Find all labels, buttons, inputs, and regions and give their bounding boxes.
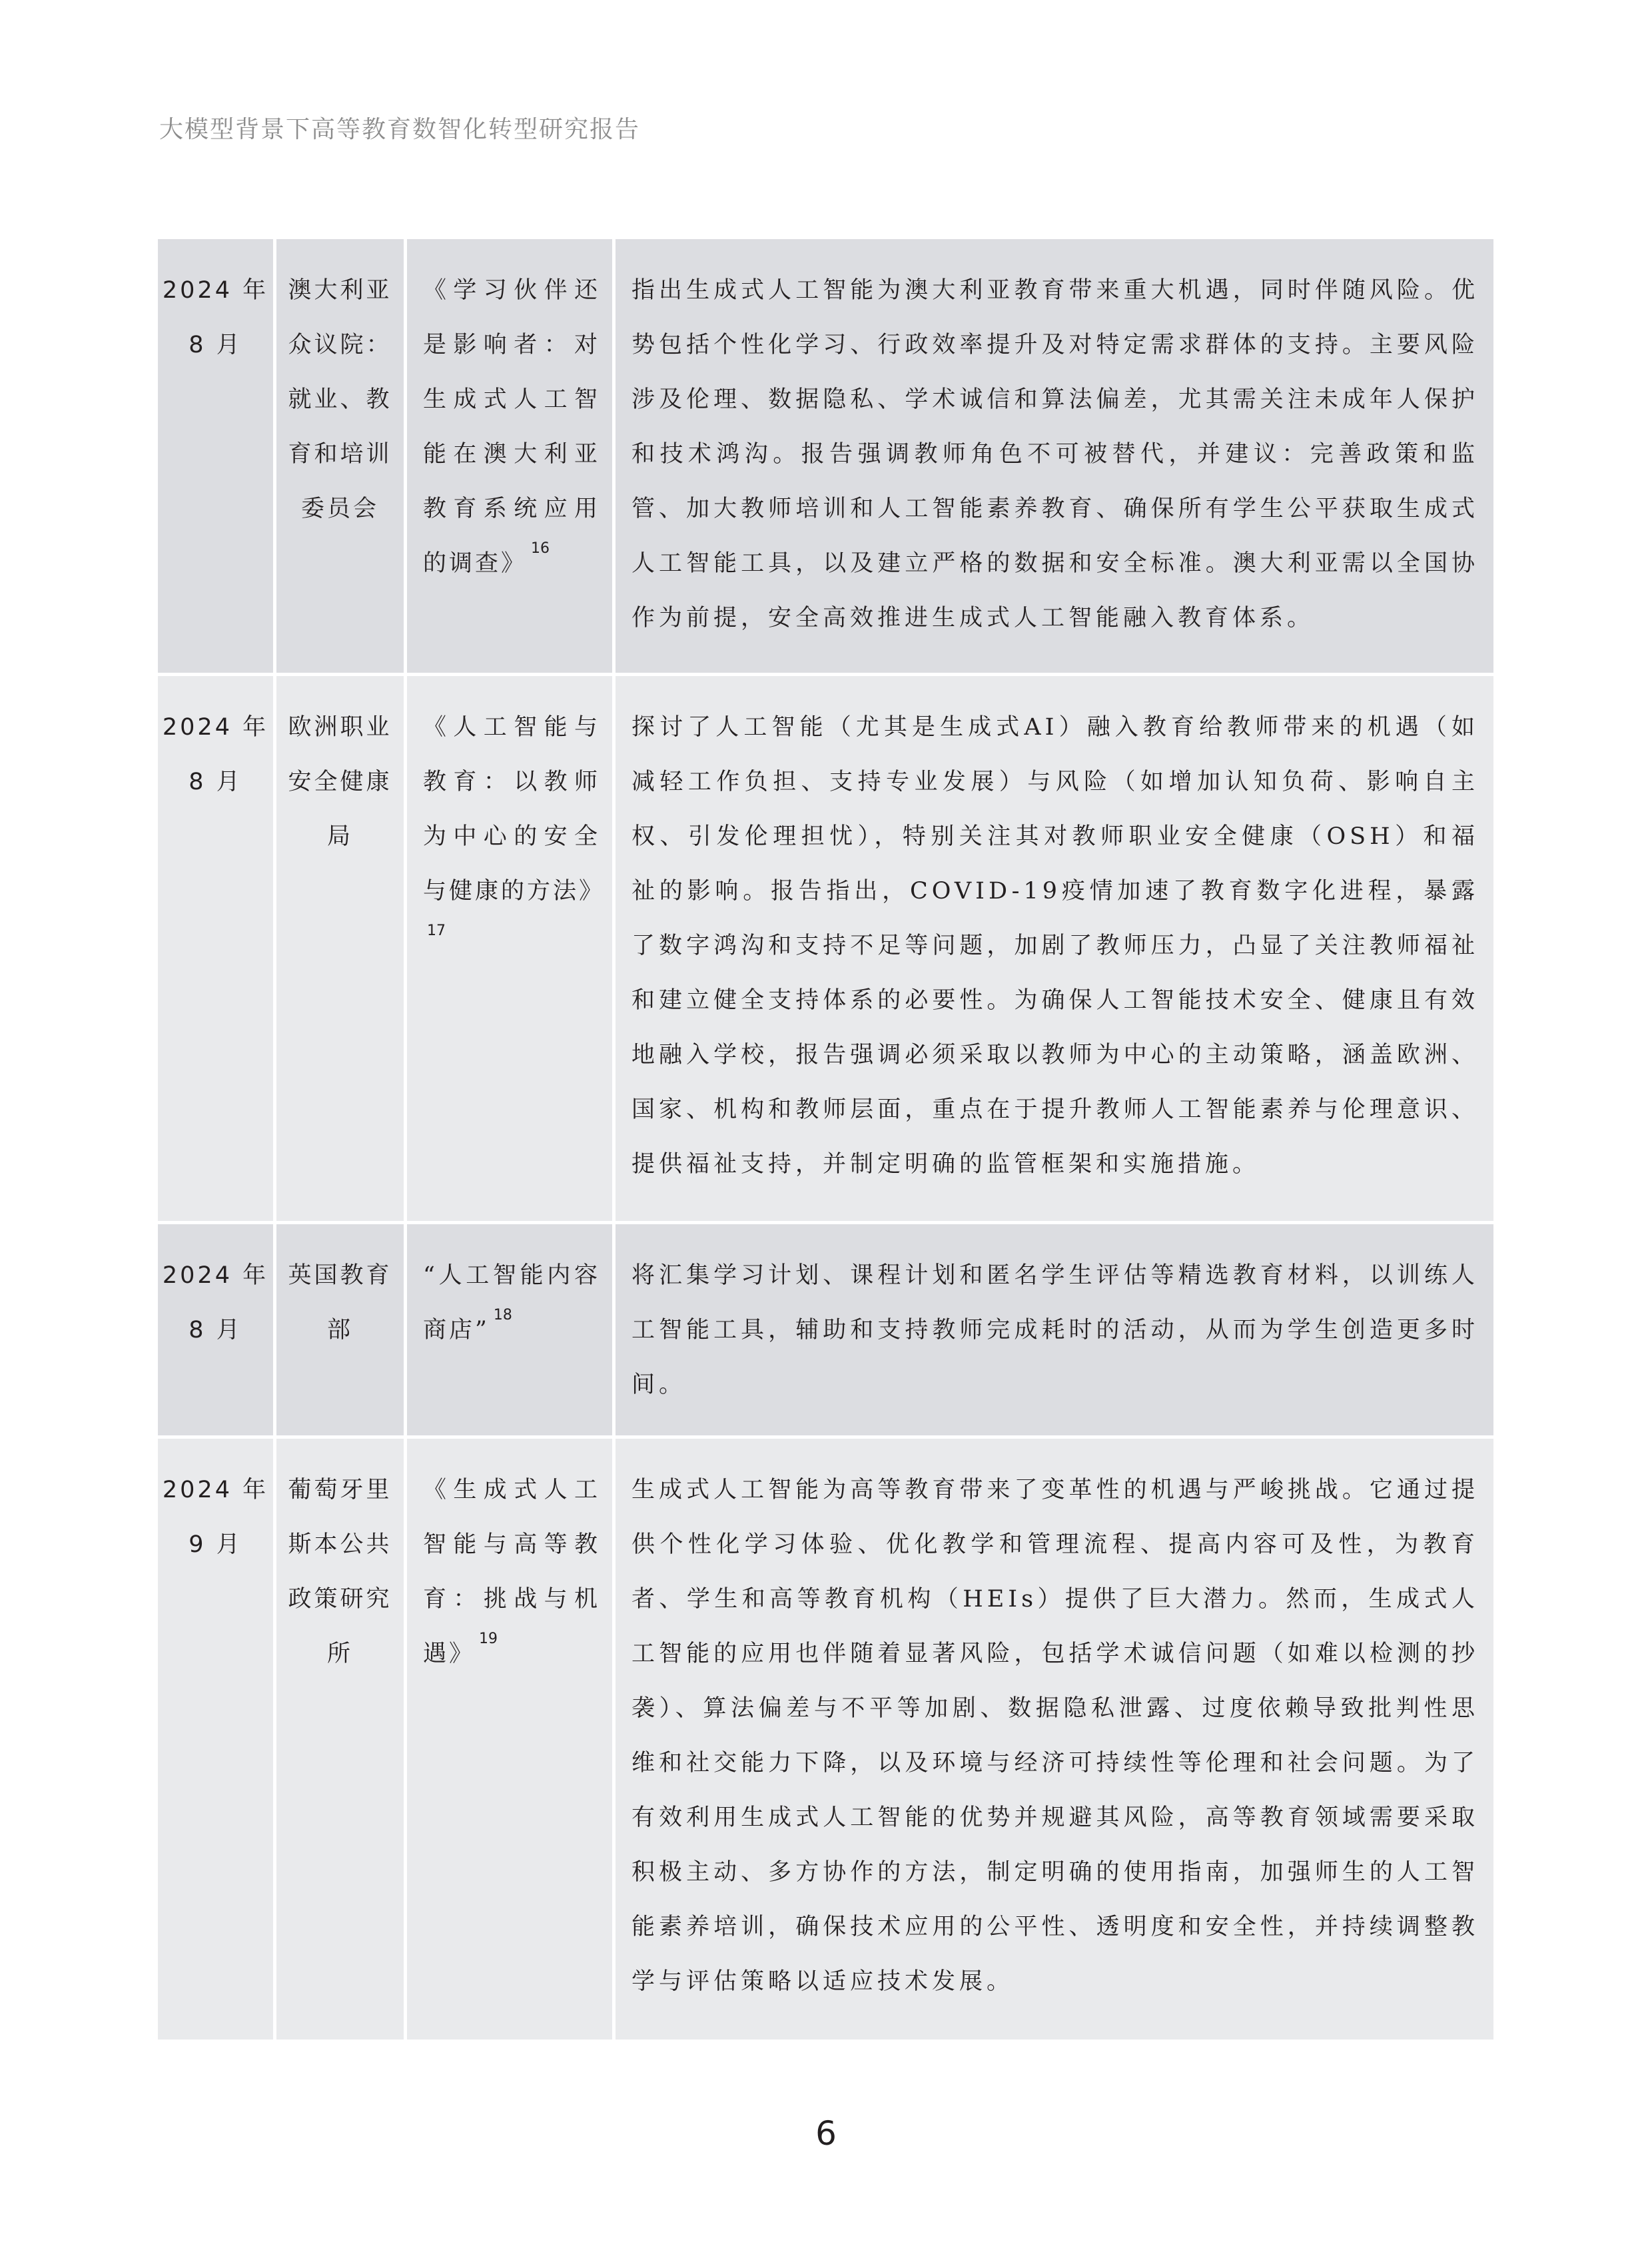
organization-cell: 澳大利亚众议院：就业、教育和培训委员会 <box>276 239 404 673</box>
running-header: 大模型背景下高等教育数智化转型研究报告 <box>159 116 641 143</box>
month: 9 月 <box>189 1531 242 1558</box>
summary-cell: 生成式人工智能为高等教育带来了变革性的机遇与严峻挑战。它通过提供个性化学习体验、优化教学和管理流程、提高内容可及性，为教育者、学生和高等教育机构（HEIs）提供了巨大潜力。然而，生成式人工智能的应用也伴随着显著风险，包括学术诚信问题（如难以检测的抄袭）、算法偏差与不平等加剧、数据隐私泄露、过度依赖导致批判性思维和社交能力下降，以及环境与经济可持续性等伦理和社会问题。为了有效利用生成式人工智能的优势并规避其风险，高等教育领域需要采取积极主动、多方协作的方法，制定明确的使用指南，加强师生的人工智能素养培训，确保技术应用的公平性、透明度和安全性，并持续调整教学与评估策略以适应技术发展。 <box>616 1439 1493 2040</box>
document-title: 《人工智能与教育：以教师为中心的安全与健康的方法》 <box>423 714 606 905</box>
document-title: 《生成式人工智能与高等教育：挑战与机遇》 <box>423 1477 600 1667</box>
document-title: “人工智能内容商店” <box>423 1262 600 1343</box>
organization-cell: 葡萄牙里斯本公共政策研究所 <box>276 1439 404 2040</box>
footnote-ref[interactable]: 17 <box>427 923 446 939</box>
footnote-ref[interactable]: 19 <box>479 1631 498 1647</box>
summary-cell: 指出生成式人工智能为澳大利亚教育带来重大机遇，同时伴随风险。优势包括个性化学习、行政效率提升及对特定需求群体的支持。主要风险涉及伦理、数据隐私、学术诚信和算法偏差，尤其需关注未成年人保护和技术鸿沟。报告强调教师角色不可被替代，并建议：完善政策和监管、加大教师培训和人工智能素养教育、确保所有学生公平获取生成式人工智能工具，以及建立严格的数据和安全标准。澳大利亚需以全国协作为前提，安全高效推进生成式人工智能融入教育体系。 <box>616 239 1493 673</box>
title-cell <box>407 676 612 1221</box>
table-row <box>158 1224 1493 1435</box>
page-number: 6 <box>815 2114 837 2153</box>
table-row <box>158 239 1493 673</box>
year: 2024 年 <box>162 1477 269 1503</box>
footnote-ref[interactable]: 16 <box>531 540 550 557</box>
footnote-ref[interactable]: 18 <box>493 1307 512 1323</box>
year: 2024 年 <box>162 277 269 304</box>
title-cell <box>407 1224 612 1435</box>
year: 2024 年 <box>162 1262 269 1289</box>
month: 8 月 <box>189 332 242 358</box>
month: 8 月 <box>189 769 242 795</box>
table-row <box>158 1439 1493 2040</box>
summary-cell: 将汇集学习计划、课程计划和匿名学生评估等精选教育材料，以训练人工智能工具，辅助和支持教师完成耗时的活动，从而为学生创造更多时间。 <box>616 1224 1493 1435</box>
policy-table <box>158 239 1493 2043</box>
date-cell <box>158 1224 273 1435</box>
year: 2024 年 <box>162 714 269 741</box>
organization-cell: 英国教育部 <box>276 1224 404 1435</box>
summary-cell: 探讨了人工智能（尤其是生成式AI）融入教育给教师带来的机遇（如减轻工作负担、支持专业发展）与风险（如增加认知负荷、影响自主权、引发伦理担忧），特别关注其对教师职业安全健康（OSH）和福祉的影响。报告指出，COVID-19疫情加速了教育数字化进程，暴露了数字鸿沟和支持不足等问题，加剧了教师压力，凸显了关注教师福祉和建立健全支持体系的必要性。为确保人工智能技术安全、健康且有效地融入学校，报告强调必须采取以教师为中心的主动策略，涵盖欧洲、国家、机构和教师层面，重点在于提升教师人工智能素养与伦理意识、提供福祉支持，并制定明确的监管框架和实施措施。 <box>616 676 1493 1221</box>
organization-cell: 欧洲职业安全健康局 <box>276 676 404 1221</box>
title-cell <box>407 1439 612 2040</box>
date-cell <box>158 1439 273 2040</box>
date-cell <box>158 676 273 1221</box>
table-row <box>158 676 1493 1221</box>
month: 8 月 <box>189 1317 242 1343</box>
document-title: 《学习伙伴还是影响者：对生成式人工智能在澳大利亚教育系统应用的调查》 <box>423 277 600 577</box>
date-cell <box>158 239 273 673</box>
title-cell <box>407 239 612 673</box>
